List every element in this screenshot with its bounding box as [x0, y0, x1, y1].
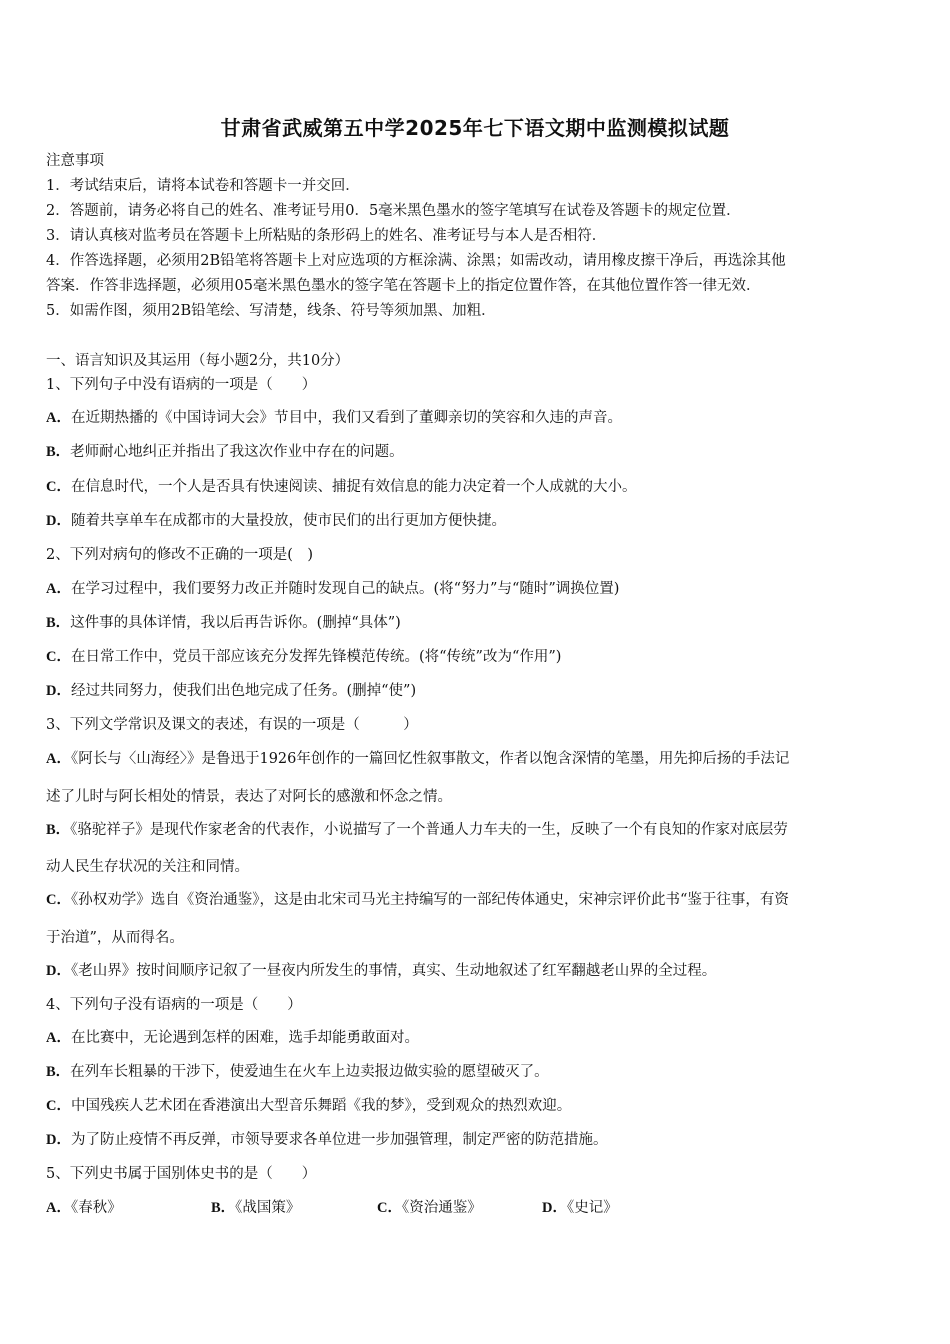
option-label: B．: [46, 444, 71, 460]
option-continuation: 于治道”，从而得名。: [46, 930, 184, 946]
option: [46, 749, 789, 769]
option-label: A．: [46, 410, 71, 426]
option: [46, 579, 619, 599]
option: [46, 613, 401, 633]
option-label: A．: [46, 751, 71, 767]
option-text: 《史记》: [566, 1200, 618, 1216]
option-text: 老师耐心地纠正并指出了我这次作业中存在的问题。: [70, 444, 404, 460]
option-text: 随着共享单车在成都市的大量投放，使市民们的出行更加方便快捷。: [70, 513, 506, 529]
option-label: B．: [46, 1064, 71, 1080]
notice-item: 2．答题前，请务必将自己的姓名、准考证号用0．5毫米黑色墨水的签字笔填写在试卷及答题卡的规定位置．: [46, 203, 741, 219]
option-label: A．: [46, 1030, 71, 1046]
option-text: 《阿长与〈山海经〉》是鲁迅于1926年创作的一篇回忆性叙事散文，作者以饱含深情的笔墨，用先抑后扬的手法记: [70, 751, 790, 767]
option-label: D．: [46, 963, 71, 979]
option-text: 《春秋》: [70, 1200, 122, 1216]
notice-heading: 注意事项: [46, 153, 104, 169]
option-text: 《老山界》按时间顺序记叙了一昼夜内所发生的事情，真实、生动地叙述了红军翻越老山界的全过程。: [70, 963, 717, 979]
option-label: B．: [46, 615, 71, 631]
option-label: C．: [377, 1200, 402, 1216]
option-text: 中国残疾人艺术团在香港演出大型音乐舞蹈《我的梦》，受到观众的热烈欢迎。: [70, 1098, 572, 1114]
option-label: C．: [46, 892, 71, 908]
option-text: 在近期热播的《中国诗词大会》节目中，我们又看到了董卿亲切的笑容和久违的声音。: [70, 410, 622, 426]
option-continuation: 述了儿时与阿长相处的情景，表达了对阿长的感激和怀念之情。: [46, 789, 452, 805]
option-label: A．: [46, 581, 71, 597]
option-continuation: 动人民生存状况的关注和同情。: [46, 859, 249, 875]
option: [377, 1198, 482, 1218]
option-text: 在日常工作中，党员干部应该充分发挥先锋模范传统。(将“传统”改为“作用”): [70, 649, 562, 665]
option-label: C．: [46, 479, 71, 495]
option-text: 在信息时代，一个人是否具有快速阅读、捕捉有效信息的能力决定着一个人成就的大小。: [70, 479, 637, 495]
option-label: D．: [46, 683, 71, 699]
option-label: C．: [46, 649, 71, 665]
page-title: 甘肃省武威第五中学2025年七下语文期中监测模拟试题: [220, 116, 730, 140]
notice-item: 1．考试结束后，请将本试卷和答题卡一并交回．: [46, 178, 360, 194]
option: [46, 820, 788, 840]
option-text: 在学习过程中，我们要努力改正并随时发现自己的缺点。(将“努力”与“随时”调换位置): [70, 581, 620, 597]
option: [46, 647, 561, 667]
option: [46, 890, 789, 910]
question-stem: 1、下列句子中没有语病的一项是（ ）: [46, 377, 317, 393]
option-text: 这件事的具体详情，我以后再告诉你。(删掉“具体”): [70, 615, 401, 631]
option: [46, 511, 506, 531]
option: [46, 1062, 549, 1082]
option: [542, 1198, 618, 1218]
option-text: 《资治通鉴》: [401, 1200, 482, 1216]
option-text: 在比赛中，无论遇到怎样的困难，选手却能勇敢面对。: [70, 1030, 419, 1046]
option-label: B．: [46, 822, 71, 838]
option: [46, 442, 404, 462]
notice-item: 答案．作答非选择题，必须用05毫米黑色墨水的签字笔在答题卡上的指定位置作答，在其他位置作答一律无效．: [46, 278, 761, 294]
option-label: A．: [46, 1200, 71, 1216]
notice-item: 3．请认真核对监考员在答题卡上所粘贴的条形码上的姓名、准考证号与本人是否相符．: [46, 228, 607, 244]
option-text: 《孙权劝学》选自《资治通鉴》，这是由北宋司马光主持编写的一部纪传体通史，宋神宗评价此书“鉴于往事，有资: [70, 892, 789, 908]
option: [46, 1130, 607, 1150]
option-text: 《骆驼祥子》是现代作家老舍的代表作，小说描写了一个普通人力车夫的一生，反映了一个有良知的作家对底层劳: [70, 822, 788, 838]
question-stem: 2、下列对病句的修改不正确的一项是( ): [46, 547, 314, 563]
notice-item: 5．如需作图，须用2B铅笔绘、写清楚，线条、符号等须加黑、加粗．: [46, 303, 496, 319]
notice-item: 4．作答选择题，必须用2B铅笔将答题卡上对应选项的方框涂满、涂黑；如需改动，请用橡皮擦干净后，再选涂其他: [46, 253, 786, 269]
option-text: 为了防止疫情不再反弹，市领导要求各单位进一步加强管理，制定严密的防范措施。: [70, 1132, 608, 1148]
option: [46, 408, 622, 428]
option-label: B．: [211, 1200, 236, 1216]
option: [46, 961, 716, 981]
option-label: D．: [46, 513, 71, 529]
option-label: D．: [542, 1200, 567, 1216]
option-text: 在列车长粗暴的干涉下，使爱迪生在火车上边卖报边做实验的愿望破灭了。: [70, 1064, 549, 1080]
option: [46, 1096, 571, 1116]
option: [46, 1198, 122, 1218]
option: [46, 681, 416, 701]
option: [211, 1198, 300, 1218]
option-text: 《战国策》: [235, 1200, 301, 1216]
option-text: 经过共同努力，使我们出色地完成了任务。(删掉“使”): [70, 683, 417, 699]
section-heading: 一、语言知识及其运用（每小题2分，共10分）: [46, 353, 350, 369]
option-label: C．: [46, 1098, 71, 1114]
option-label: D．: [46, 1132, 71, 1148]
option: [46, 477, 636, 497]
question-stem: 4、下列句子没有语病的一项是（ ）: [46, 997, 302, 1013]
question-stem: 5、下列史书属于国别体史书的是（ ）: [46, 1166, 317, 1182]
question-stem: 3、下列文学常识及课文的表述，有误的一项是（ ）: [46, 717, 418, 733]
option: [46, 1028, 419, 1048]
